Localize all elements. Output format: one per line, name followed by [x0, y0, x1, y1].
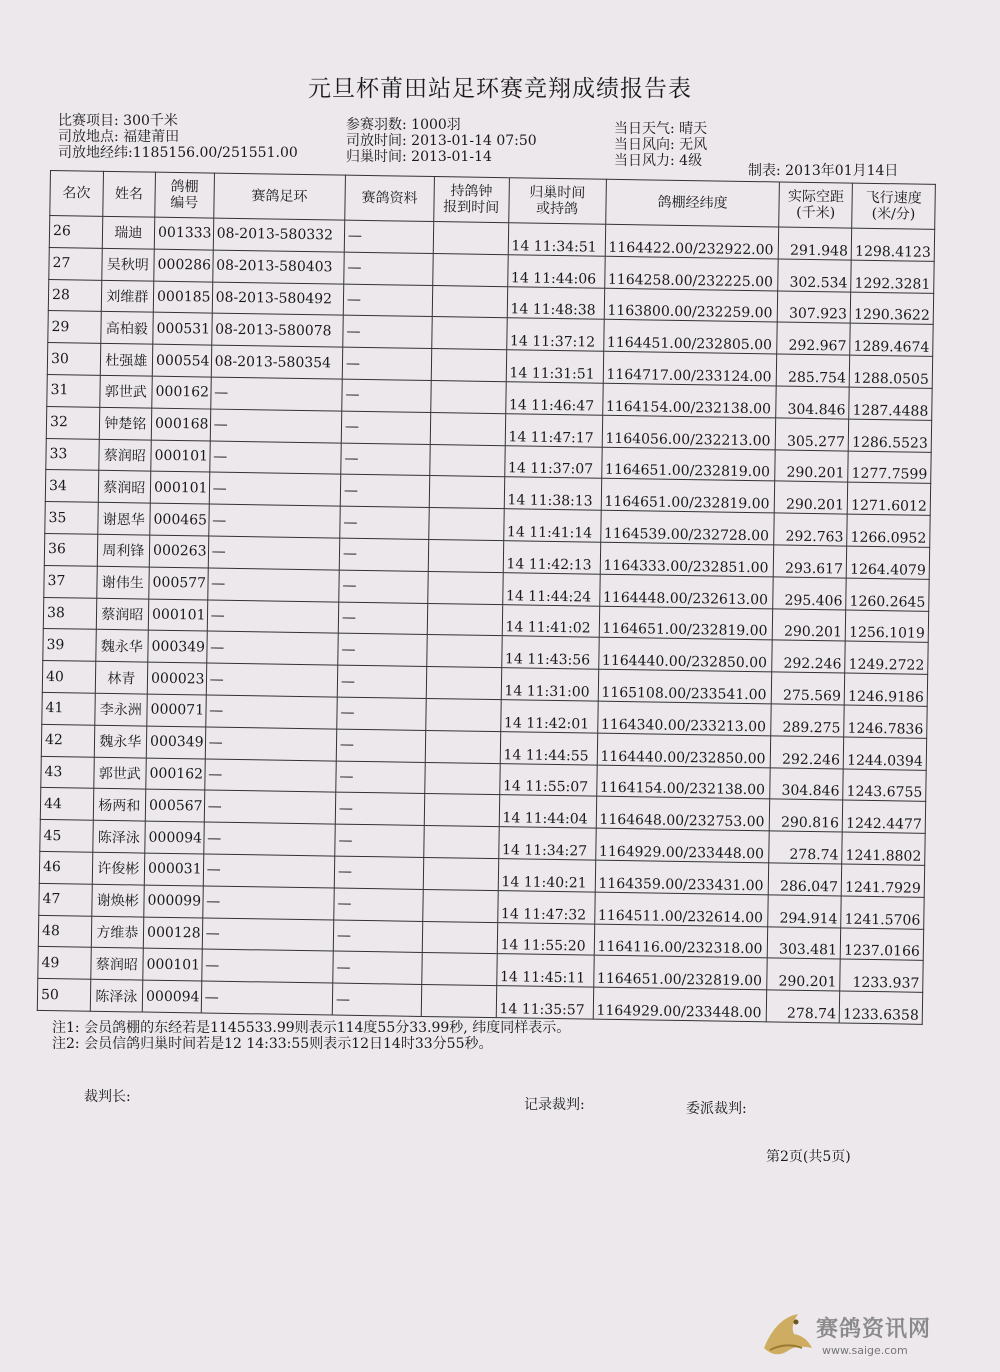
note-2: 注2: 会员信鸽归巢时间若是12 14:33:55则表示12日14时33分55秒。 [52, 1036, 493, 1052]
rank-cell: 42 [41, 724, 94, 757]
loft-no-cell: 000168 [151, 408, 210, 441]
header-speed [852, 183, 936, 229]
return-time-cell: 14 11:44:24 [502, 572, 599, 605]
info-cell: — [336, 729, 425, 762]
info-cell: — [340, 506, 429, 539]
speed-cell: 1260.2645 [846, 578, 929, 611]
watermark-brand: 赛鸽资讯网 [816, 1317, 932, 1342]
coords-cell: 1164359.00/233431.00 [595, 860, 769, 895]
info-cell: — [334, 888, 423, 921]
clock-cell [428, 539, 503, 572]
footnotes [52, 1020, 570, 1052]
name-cell: 李永洲 [94, 693, 147, 726]
ring-cell: — [208, 536, 340, 570]
loft-no-cell: 000101 [151, 440, 210, 473]
clock-cell [429, 476, 504, 509]
return-time-cell: 14 11:38:13 [504, 477, 601, 510]
ring-cell: — [207, 600, 339, 634]
header-return [508, 178, 606, 225]
assigned-judge-signature: 委派裁判: [686, 1101, 747, 1117]
header-clock-line1: 持鸽钟 [450, 183, 493, 200]
return-time-cell: 14 11:37:12 [506, 318, 603, 351]
return-time-cell: 14 11:40:21 [498, 859, 595, 892]
loft-no-cell: 001333 [154, 217, 213, 250]
loft-no-cell: 000531 [153, 313, 212, 346]
speed-cell: 1264.4079 [846, 546, 929, 579]
release-place: 司放地点: 福建莆田 [58, 129, 180, 145]
loft-no-cell: 000554 [152, 344, 211, 377]
distance-cell: 292.246 [772, 640, 845, 673]
name-cell: 魏永华 [95, 630, 148, 663]
clock-cell [431, 380, 506, 413]
clock-cell [427, 603, 502, 636]
rank-cell: 30 [47, 343, 100, 376]
coords-cell: 1164717.00/233124.00 [603, 351, 777, 386]
page-title: 元旦杯莆田站足环赛竞翔成绩报告表 [308, 76, 692, 102]
info-cell: — [343, 284, 432, 317]
coords-cell: 1164511.00/232614.00 [594, 892, 768, 927]
clock-cell [422, 921, 497, 954]
name-cell: 谢焕彬 [91, 884, 144, 917]
name-cell: 蔡润昭 [90, 948, 143, 981]
info-cell: — [343, 316, 432, 349]
coords-cell: 1164440.00/232850.00 [598, 638, 772, 673]
ring-cell: — [207, 568, 339, 602]
made-by-date: 制表: 2013年01月14日 [748, 163, 899, 179]
header-coords: 鸽棚经纬度 [605, 179, 779, 227]
rank-cell: 50 [37, 979, 90, 1012]
loft-no-cell: 000101 [150, 471, 209, 504]
rank-cell: 40 [42, 661, 95, 694]
distance-cell: 304.846 [770, 767, 843, 800]
name-cell: 蔡润昭 [96, 598, 149, 631]
name-cell: 周利锋 [97, 534, 150, 567]
wind-force: 当日风力: 4级 [614, 153, 703, 169]
speed-cell: 1292.3281 [851, 260, 934, 293]
info-cell: — [335, 824, 424, 857]
rank-cell: 33 [46, 438, 99, 471]
clock-cell [430, 444, 505, 477]
name-cell: 吴秋明 [101, 248, 154, 281]
name-cell: 郭世武 [99, 375, 152, 408]
distance-cell: 290.201 [775, 481, 848, 514]
rank-cell: 48 [38, 915, 91, 948]
ring-cell: 08-2013-580354 [211, 345, 343, 379]
note-1: 注1: 会员鸽棚的东经若是1145533.99则表示114度55分33.99秒, 纬度同样表示。 [52, 1020, 571, 1036]
name-cell: 谢伟生 [96, 566, 149, 599]
info-cell: — [339, 538, 428, 571]
distance-cell: 295.406 [773, 577, 846, 610]
pigeon-logo-icon [756, 1308, 816, 1366]
loft-no-cell: 000094 [145, 821, 204, 854]
return-time-cell: 14 11:34:27 [498, 827, 595, 860]
ring-cell: — [210, 409, 342, 443]
return-time-cell: 14 11:42:13 [503, 541, 600, 574]
loft-no-cell: 000162 [152, 376, 211, 409]
header-return-line1: 归巢时间 [529, 184, 586, 202]
loft-no-cell: 000567 [145, 789, 204, 822]
coords-cell: 1164651.00/232819.00 [593, 955, 767, 990]
speed-cell: 1286.5523 [848, 419, 931, 452]
speed-cell: 1244.0394 [843, 737, 926, 770]
speed-cell: 1266.0952 [847, 514, 930, 547]
coords-cell: 1164333.00/232851.00 [600, 542, 774, 577]
ring-cell: — [208, 504, 340, 538]
coords-cell: 1164154.00/232138.00 [596, 765, 770, 800]
distance-cell: 290.201 [767, 958, 840, 991]
name-cell: 钟楚铭 [99, 407, 152, 440]
speed-cell: 1290.3622 [850, 292, 933, 325]
rank-cell: 43 [41, 756, 94, 789]
watermark [756, 1308, 966, 1366]
clock-cell [428, 571, 503, 604]
return-time-cell: 14 11:37:07 [504, 445, 601, 478]
info-cell: — [338, 633, 427, 666]
loft-no-cell: 000023 [147, 662, 206, 695]
coords-cell: 1164116.00/232318.00 [594, 924, 768, 959]
coords-cell: 1164340.00/233213.00 [597, 701, 771, 736]
rank-cell: 46 [39, 851, 92, 884]
loft-no-cell: 000162 [146, 758, 205, 791]
return-time-cell: 14 11:35:57 [496, 986, 593, 1019]
return-time-cell: 14 11:55:20 [497, 922, 594, 955]
name-cell: 方维恭 [91, 916, 144, 949]
speed-cell: 1241.5706 [841, 896, 924, 929]
rank-cell: 32 [46, 406, 99, 439]
speed-cell: 1243.6755 [843, 769, 926, 802]
return-time-cell: 14 11:42:01 [500, 700, 597, 733]
distance-cell: 286.047 [769, 863, 842, 896]
rank-cell: 49 [38, 947, 91, 980]
return-time-cell: 14 11:44:04 [499, 795, 596, 828]
speed-cell: 1237.0166 [840, 928, 923, 961]
return-time-cell: 14 11:31:51 [506, 350, 603, 383]
entry-count: 参赛羽数: 1000羽 [346, 117, 461, 133]
speed-cell: 1249.2722 [845, 641, 928, 674]
info-cell: — [332, 983, 421, 1016]
clock-cell [429, 508, 504, 541]
distance-cell: 305.277 [776, 418, 849, 451]
speed-cell: 1241.8802 [842, 832, 925, 865]
distance-cell: 285.754 [777, 354, 850, 387]
ring-cell: 08-2013-580078 [211, 313, 343, 347]
return-date: 归巢时间: 2013-01-14 [346, 149, 492, 165]
name-cell: 瑞迪 [102, 216, 155, 249]
loft-no-cell: 000031 [144, 853, 203, 886]
speed-cell: 1277.7599 [848, 451, 931, 484]
loft-no-cell: 000128 [143, 917, 202, 950]
coords-cell: 1164651.00/232819.00 [601, 447, 775, 482]
clock-cell [432, 285, 507, 318]
clock-cell [424, 794, 499, 827]
rank-cell: 34 [45, 470, 98, 503]
speed-cell: 1246.9186 [844, 673, 927, 706]
speed-cell: 1246.7836 [844, 705, 927, 738]
distance-cell: 289.275 [771, 704, 844, 737]
info-cell: — [336, 761, 425, 794]
distance-cell: 278.74 [767, 990, 840, 1023]
header-info: 赛鸽资料 [345, 175, 435, 221]
ring-cell: — [205, 727, 337, 761]
weather: 当日天气: 晴天 [614, 121, 708, 137]
header-loft-no [155, 172, 214, 218]
info-cell: — [337, 665, 426, 698]
name-cell: 魏永华 [94, 725, 147, 758]
return-time-cell: 14 11:47:17 [505, 413, 602, 446]
clock-cell [427, 635, 502, 668]
name-cell: 刘维群 [101, 280, 154, 313]
ring-cell: — [201, 981, 333, 1015]
return-time-cell: 14 11:34:51 [508, 223, 605, 256]
ring-cell: — [205, 695, 337, 729]
coords-cell: 1164154.00/232138.00 [602, 383, 776, 418]
chief-judge-signature: 裁判长: [84, 1089, 131, 1105]
rank-cell: 47 [39, 883, 92, 916]
coords-cell: 1164451.00/232805.00 [603, 320, 777, 355]
clock-cell [423, 857, 498, 890]
clock-cell [421, 985, 496, 1018]
header-clock-line2: 报到时间 [443, 199, 500, 217]
return-time-cell: 14 11:41:14 [503, 509, 600, 542]
info-cell: — [333, 951, 422, 984]
info-cell: — [342, 347, 431, 380]
info-cell: — [338, 602, 427, 635]
info-cell: — [340, 474, 429, 507]
speed-cell: 1256.1019 [845, 610, 928, 643]
clock-cell [425, 762, 500, 795]
wind-direction: 当日风向: 无风 [614, 137, 708, 153]
distance-cell: 307.923 [778, 291, 851, 324]
name-cell: 陈泽泳 [92, 820, 145, 853]
loft-no-cell: 000349 [148, 630, 207, 663]
header-ring: 赛鸽足环 [213, 173, 345, 220]
coords-cell: 1163800.00/232259.00 [604, 288, 778, 323]
header-loft-no-line2: 编号 [170, 194, 199, 212]
return-time-cell: 14 11:44:55 [500, 731, 597, 764]
name-cell: 谢恩华 [97, 502, 150, 535]
ring-cell: — [210, 377, 342, 411]
release-time: 司放时间: 2013-01-14 07:50 [346, 133, 537, 149]
ring-cell: — [201, 949, 333, 983]
recorder-signature: 记录裁判: [524, 1097, 585, 1113]
return-time-cell: 14 11:44:06 [507, 254, 604, 287]
header-name: 姓名 [102, 171, 155, 217]
distance-cell: 292.967 [777, 322, 850, 355]
distance-cell: 293.617 [774, 545, 847, 578]
rank-cell: 38 [43, 597, 96, 630]
rank-cell: 37 [44, 565, 97, 598]
return-time-cell: 14 11:41:02 [502, 604, 599, 637]
name-cell: 杜强雄 [100, 343, 153, 376]
speed-cell: 1287.4488 [849, 387, 932, 420]
distance-cell: 292.763 [774, 513, 847, 546]
info-cell: — [341, 411, 430, 444]
ring-cell: — [203, 822, 335, 856]
race-distance: 比赛项目: 300千米 [58, 113, 178, 129]
coords-cell: 1165108.00/233541.00 [598, 669, 772, 704]
ring-cell: — [209, 441, 341, 475]
distance-cell: 291.948 [779, 227, 852, 260]
distance-cell: 278.74 [769, 831, 842, 864]
ring-cell: — [202, 918, 334, 952]
info-cell: — [334, 856, 423, 889]
speed-cell: 1288.0505 [849, 355, 932, 388]
return-time-cell: 14 11:47:32 [497, 890, 594, 923]
ring-cell: — [209, 472, 341, 506]
distance-cell: 292.246 [771, 736, 844, 769]
coords-cell: 1164448.00/232613.00 [599, 574, 773, 609]
speed-cell: 1233.937 [840, 959, 923, 992]
meta-mid [346, 117, 537, 165]
meta-left [58, 113, 298, 161]
distance-cell: 275.569 [772, 672, 845, 705]
rank-cell: 29 [48, 311, 101, 344]
return-time-cell: 14 11:46:47 [505, 382, 602, 415]
clock-cell [422, 953, 497, 986]
name-cell: 陈泽泳 [90, 979, 143, 1012]
header-speed-line2: (米/分) [871, 205, 916, 223]
clock-cell [424, 826, 499, 859]
distance-cell: 302.534 [778, 259, 851, 292]
coords-cell: 1164929.00/233448.00 [595, 828, 769, 863]
ring-cell: — [206, 663, 338, 697]
header-rank: 名次 [50, 171, 103, 217]
ring-cell: — [204, 759, 336, 793]
clock-cell [423, 889, 498, 922]
release-coords: 司放地经纬:1185156.00/251551.00 [58, 145, 298, 161]
distance-cell: 290.816 [770, 799, 843, 832]
distance-cell: 290.201 [775, 450, 848, 483]
distance-cell: 304.846 [776, 386, 849, 419]
coords-cell: 1164056.00/232213.00 [602, 415, 776, 450]
clock-cell [425, 730, 500, 763]
ring-cell: — [206, 631, 338, 665]
header-distance-line2: (千米) [796, 204, 836, 222]
info-cell: — [344, 220, 433, 253]
loft-no-cell: 000094 [142, 980, 201, 1013]
loft-no-cell: 000101 [148, 599, 207, 632]
loft-no-cell: 000465 [150, 503, 209, 536]
rank-cell: 41 [42, 692, 95, 725]
rank-cell: 27 [49, 247, 102, 280]
results-body [37, 216, 934, 1025]
distance-cell: 290.201 [773, 608, 846, 641]
meta-right [614, 121, 707, 169]
loft-no-cell: 000577 [149, 567, 208, 600]
distance-cell: 294.914 [768, 895, 841, 928]
clock-cell [433, 253, 508, 286]
ring-cell: — [203, 854, 335, 888]
info-cell: — [342, 379, 431, 412]
info-cell: — [333, 920, 422, 953]
clock-cell [433, 222, 508, 255]
clock-cell [426, 667, 501, 700]
info-cell: — [339, 570, 428, 603]
coords-cell: 1164929.00/233448.00 [593, 987, 767, 1022]
name-cell: 杨两和 [93, 789, 146, 822]
coords-cell: 1164422.00/232922.00 [605, 224, 779, 259]
clock-cell [431, 349, 506, 382]
name-cell: 许俊彬 [92, 852, 145, 885]
distance-cell: 303.481 [768, 926, 841, 959]
loft-no-cell: 000263 [149, 535, 208, 568]
coords-cell: 1164651.00/232819.00 [599, 606, 773, 641]
rank-cell: 26 [49, 216, 102, 249]
page-number: 第2页(共5页) [766, 1149, 851, 1165]
coords-cell: 1164648.00/232753.00 [596, 797, 770, 832]
header-distance-line1: 实际空距 [787, 188, 845, 206]
ring-cell: — [202, 886, 334, 920]
speed-cell: 1233.6358 [839, 991, 922, 1024]
info-cell: — [344, 252, 433, 285]
loft-no-cell: 000099 [144, 885, 203, 918]
return-time-cell: 14 11:31:00 [501, 668, 598, 701]
header-speed-line1: 飞行速度 [865, 189, 922, 207]
header-distance [779, 182, 852, 228]
ring-cell: 08-2013-580332 [213, 218, 345, 252]
speed-cell: 1241.7929 [841, 864, 924, 897]
header-loft-no-line1: 鸽棚 [170, 178, 199, 196]
info-cell: — [341, 443, 430, 476]
speed-cell: 1271.6012 [847, 482, 930, 515]
coords-cell: 1164651.00/232819.00 [601, 479, 775, 514]
speed-cell: 1242.4477 [842, 800, 925, 833]
return-time-cell: 14 11:43:56 [501, 636, 598, 669]
return-time-cell: 14 11:55:07 [499, 763, 596, 796]
rank-cell: 45 [40, 820, 93, 853]
results-table [37, 170, 936, 1025]
name-cell: 蔡润昭 [98, 439, 151, 472]
loft-no-cell: 000286 [154, 249, 213, 282]
info-cell: — [337, 697, 426, 730]
name-cell: 高柏毅 [100, 312, 153, 345]
name-cell: 郭世武 [93, 757, 146, 790]
coords-cell: 1164539.00/232728.00 [600, 510, 774, 545]
header-clock [434, 177, 509, 223]
info-cell: — [335, 792, 424, 825]
loft-no-cell: 000101 [143, 948, 202, 981]
ring-cell: 08-2013-580492 [212, 282, 344, 316]
loft-no-cell: 000071 [147, 694, 206, 727]
rank-cell: 28 [48, 279, 101, 312]
coords-cell: 1164440.00/232850.00 [597, 733, 771, 768]
return-time-cell: 14 11:45:11 [496, 954, 593, 987]
speed-cell: 1298.4123 [851, 228, 934, 261]
coords-cell: 1164258.00/232225.00 [604, 256, 778, 291]
clock-cell [426, 698, 501, 731]
name-cell: 蔡润昭 [98, 471, 151, 504]
ring-cell: — [204, 790, 336, 824]
loft-no-cell: 000349 [146, 726, 205, 759]
loft-no-cell: 000185 [153, 281, 212, 314]
rank-cell: 39 [43, 629, 96, 662]
ring-cell: 08-2013-580403 [212, 250, 344, 284]
watermark-url: www.saige.com [822, 1344, 908, 1357]
header-return-line2: 或持鸽 [535, 200, 579, 218]
name-cell: 林青 [95, 661, 148, 694]
rank-cell: 44 [40, 788, 93, 821]
clock-cell [432, 317, 507, 350]
speed-cell: 1289.4674 [850, 323, 933, 356]
rank-cell: 31 [47, 374, 100, 407]
rank-cell: 35 [45, 502, 98, 535]
return-time-cell: 14 11:48:38 [507, 286, 604, 319]
rank-cell: 36 [44, 533, 97, 566]
clock-cell [430, 412, 505, 445]
